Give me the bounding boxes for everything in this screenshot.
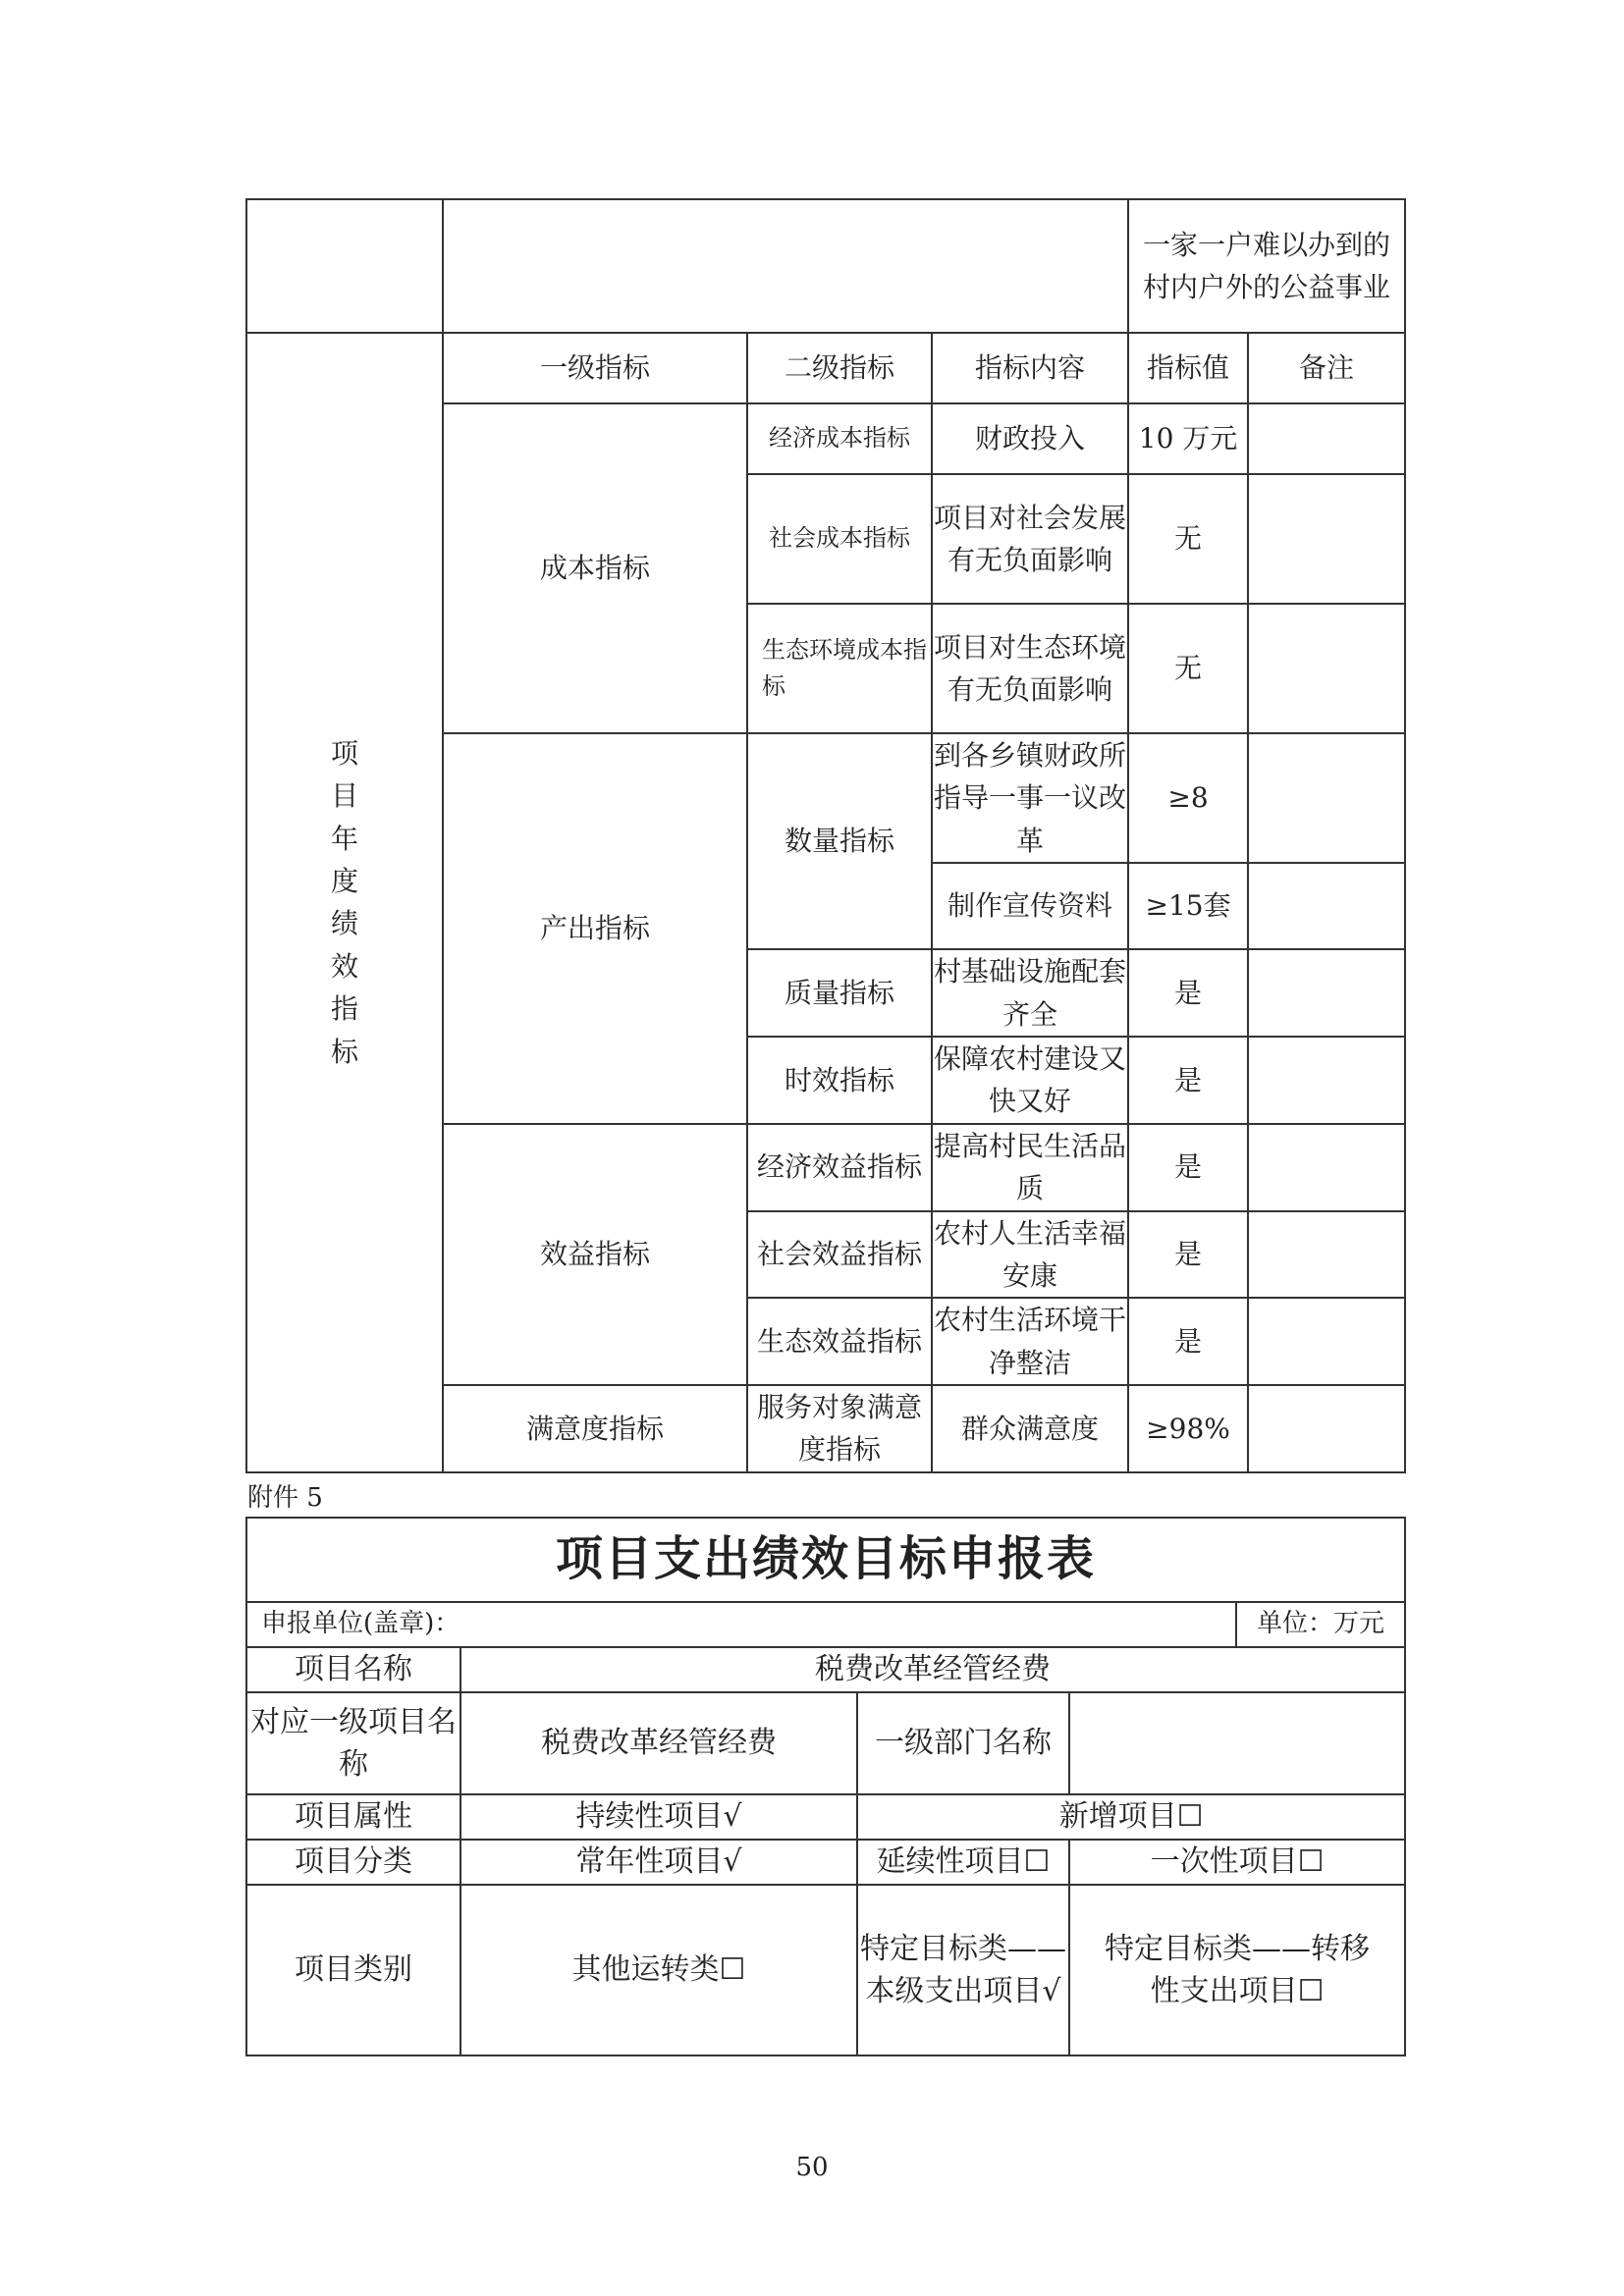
header-value: 指标值: [1128, 333, 1248, 403]
indicator-content: 农村生活环境干净整洁: [932, 1298, 1128, 1385]
currency-unit: 单位：万元: [1236, 1602, 1405, 1647]
indicator-content: 项目对生态环境有无负面影响: [932, 604, 1128, 733]
department-label: 一级部门名称: [857, 1692, 1069, 1794]
indicator-value: 是: [1128, 1124, 1248, 1211]
indicator-content: 提高村民生活品质: [932, 1124, 1128, 1211]
parent-project-value: 税费改革经管经费: [460, 1692, 857, 1794]
indicator-content: 制作宣传资料: [932, 863, 1128, 949]
indicator-content: 到各乡镇财政所指导一事一议改革: [932, 733, 1128, 863]
level2-label: 生态效益指标: [747, 1298, 932, 1385]
department-value: [1069, 1692, 1405, 1794]
indicator-note: [1248, 863, 1405, 949]
level2-label: 数量指标: [747, 733, 932, 949]
level2-label: 质量指标: [747, 949, 932, 1037]
type-other-operations: 其他运转类☐: [460, 1885, 857, 2056]
level2-label: 服务对象满意度指标: [747, 1385, 932, 1472]
indicator-value: 10 万元: [1128, 403, 1248, 474]
group-output: 产出指标: [443, 733, 747, 1124]
level2-label: 时效指标: [747, 1037, 932, 1124]
blank-cell: [246, 199, 443, 333]
indicator-content: 保障农村建设又快又好: [932, 1037, 1128, 1124]
indicator-content: 村基础设施配套齐全: [932, 949, 1128, 1037]
indicator-note: [1248, 1385, 1405, 1472]
category-onetime: 一次性项目☐: [1069, 1840, 1405, 1885]
level2-label: 经济效益指标: [747, 1124, 932, 1211]
project-name-label: 项目名称: [246, 1647, 460, 1692]
indicator-content: 项目对社会发展有无负面影响: [932, 474, 1128, 604]
declaration-form: [245, 1517, 1406, 2056]
indicator-note: [1248, 604, 1405, 733]
parent-project-label: 对应一级项目名称: [246, 1692, 460, 1794]
indicator-note: [1248, 1124, 1405, 1211]
project-type-label: 项目类别: [246, 1885, 460, 2056]
type-specific-transfer: 特定目标类——转移性支出项目☐: [1069, 1885, 1405, 2056]
continued-text: 一家一户难以办到的村内户外的公益事业: [1128, 199, 1405, 333]
indicator-value: 是: [1128, 1211, 1248, 1299]
indicator-note: [1248, 733, 1405, 863]
level2-label: 社会效益指标: [747, 1211, 932, 1299]
header-note: 备注: [1248, 333, 1405, 403]
form-title: 项目支出绩效目标申报表: [246, 1518, 1405, 1602]
indicator-content: 群众满意度: [932, 1385, 1128, 1472]
indicator-value: 是: [1128, 949, 1248, 1037]
section-label: 项目年度绩效指标: [331, 736, 359, 1068]
indicator-note: [1248, 949, 1405, 1037]
header-content: 指标内容: [932, 333, 1128, 403]
indicator-value: 无: [1128, 474, 1248, 604]
indicator-value: ≥15套: [1128, 863, 1248, 949]
annex-label: 附件 5: [247, 1483, 323, 1513]
indicator-value: 是: [1128, 1037, 1248, 1124]
indicator-note: [1248, 1037, 1405, 1124]
header-level2: 二级指标: [747, 333, 932, 403]
level2-label: 经济成本指标: [747, 403, 932, 474]
indicator-content: 财政投入: [932, 403, 1128, 474]
indicator-value: ≥98%: [1128, 1385, 1248, 1472]
group-satisfaction: 满意度指标: [443, 1385, 747, 1472]
blank-cell: [443, 199, 1128, 333]
category-regular: 常年性项目√: [460, 1840, 857, 1885]
category-extended: 延续性项目☐: [857, 1840, 1069, 1885]
indicator-note: [1248, 474, 1405, 604]
type-specific-own: 特定目标类——本级支出项目√: [857, 1885, 1069, 2056]
indicator-value: ≥8: [1128, 733, 1248, 863]
declaring-unit-label: 申报单位(盖章)：: [246, 1602, 1236, 1647]
section-label-cell: [246, 333, 443, 1472]
group-cost: 成本指标: [443, 403, 747, 733]
indicator-value: 无: [1128, 604, 1248, 733]
indicator-note: [1248, 1211, 1405, 1299]
page-number: 50: [795, 2153, 829, 2182]
level2-label: 社会成本指标: [747, 474, 932, 604]
indicator-note: [1248, 403, 1405, 474]
indicator-content: 农村人生活幸福安康: [932, 1211, 1128, 1299]
project-attribute-label: 项目属性: [246, 1794, 460, 1840]
level2-label: 生态环境成本指标: [747, 604, 932, 733]
group-benefit: 效益指标: [443, 1124, 747, 1385]
project-name-value: 税费改革经管经费: [460, 1647, 1405, 1692]
indicator-value: 是: [1128, 1298, 1248, 1385]
attribute-continuing: 持续性项目√: [460, 1794, 857, 1840]
attribute-new: 新增项目☐: [857, 1794, 1405, 1840]
performance-indicator-table: [245, 198, 1406, 1473]
header-level1: 一级指标: [443, 333, 747, 403]
indicator-note: [1248, 1298, 1405, 1385]
project-category-label: 项目分类: [246, 1840, 460, 1885]
